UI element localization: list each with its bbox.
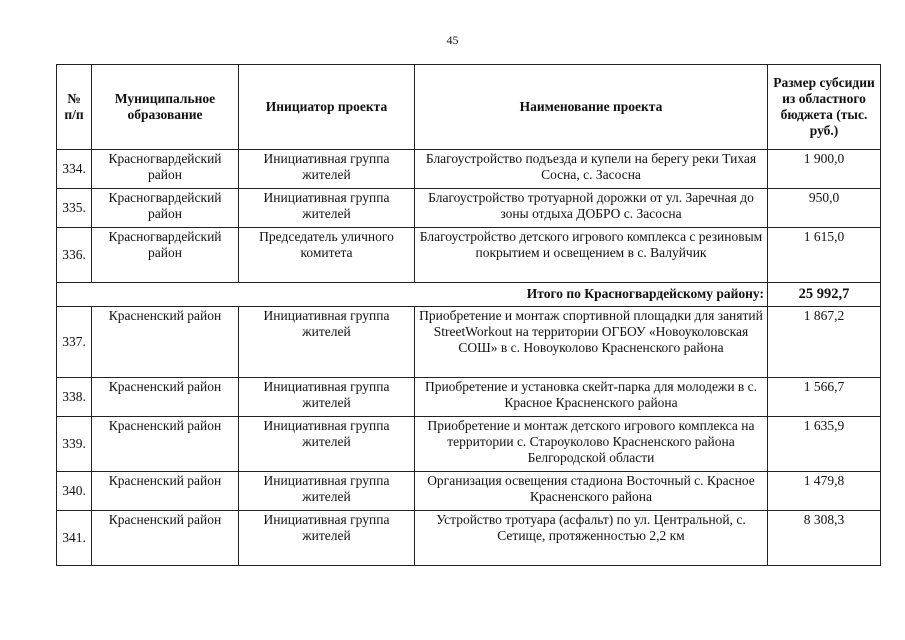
header-initiator: Инициатор проекта (239, 65, 415, 150)
row-num: 336. (57, 228, 92, 283)
row-num: 339. (57, 417, 92, 472)
row-municipality: Красногвардейский район (92, 189, 239, 228)
row-municipality: Красненский район (92, 472, 239, 511)
row-project: Приобретение и установка скейт-парка для молодежи в с. Красное Красненского района (415, 378, 768, 417)
row-project: Приобретение и монтаж детского игрового комплекса на территории с. Староуколово Красненского района Белгородской области (415, 417, 768, 472)
row-municipality: Красногвардейский район (92, 150, 239, 189)
table-row (57, 511, 881, 566)
row-num: 341. (57, 511, 92, 566)
row-subsidy: 1 566,7 (768, 378, 881, 417)
row-initiator: Инициативная группа жителей (239, 307, 415, 378)
table-row (57, 150, 881, 189)
row-municipality: Красненский район (92, 378, 239, 417)
total-label: Итого по Красногвардейскому району: (57, 283, 768, 307)
header-municipality: Муниципальное образование (92, 65, 239, 150)
row-project: Благоустройство детского игрового комплекса с резиновым покрытием и освещением в с. Валуйчик (415, 228, 768, 283)
row-project: Приобретение и монтаж спортивной площадки для занятий StreetWorkout на территории ОГБОУ «Новоуколовская СОШ» в с. Новоуколово Красненского района (415, 307, 768, 378)
table-row (57, 228, 881, 283)
total-row (57, 283, 881, 307)
row-project: Благоустройство тротуарной дорожки от ул. Заречная до зоны отдыха ДОБРО с. Засосна (415, 189, 768, 228)
row-municipality: Красногвардейский район (92, 228, 239, 283)
header-row (57, 65, 881, 150)
table-row (57, 189, 881, 228)
page-number: 45 (446, 33, 459, 47)
row-initiator: Инициативная группа жителей (239, 189, 415, 228)
row-initiator: Инициативная группа жителей (239, 150, 415, 189)
row-project: Устройство тротуара (асфальт) по ул. Центральной, с. Сетище, протяженностью 2,2 км (415, 511, 768, 566)
header-project: Наименование проекта (415, 65, 768, 150)
header-subsidy: Размер субсидии из областного бюджета (тыс. руб.) (768, 65, 881, 150)
row-project: Организация освещения стадиона Восточный с. Красное Красненского района (415, 472, 768, 511)
row-subsidy: 8 308,3 (768, 511, 881, 566)
header-num: № п/п (57, 65, 92, 150)
row-municipality: Красненский район (92, 417, 239, 472)
row-municipality: Красненский район (92, 307, 239, 378)
table-row (57, 417, 881, 472)
row-num: 338. (57, 378, 92, 417)
row-num: 335. (57, 189, 92, 228)
row-subsidy: 1 635,9 (768, 417, 881, 472)
row-subsidy: 950,0 (768, 189, 881, 228)
table-row (57, 472, 881, 511)
row-municipality: Красненский район (92, 511, 239, 566)
row-subsidy: 1 900,0 (768, 150, 881, 189)
table-row (57, 378, 881, 417)
table-row (57, 307, 881, 378)
row-initiator: Инициативная группа жителей (239, 511, 415, 566)
row-num: 337. (57, 307, 92, 378)
row-num: 334. (57, 150, 92, 189)
subsidy-table (56, 64, 881, 566)
row-initiator: Инициативная группа жителей (239, 378, 415, 417)
row-project: Благоустройство подъезда и купели на берегу реки Тихая Сосна, с. Засосна (415, 150, 768, 189)
row-subsidy: 1 867,2 (768, 307, 881, 378)
row-initiator: Председатель уличного комитета (239, 228, 415, 283)
total-value: 25 992,7 (768, 283, 881, 307)
row-num: 340. (57, 472, 92, 511)
row-subsidy: 1 479,8 (768, 472, 881, 511)
row-initiator: Инициативная группа жителей (239, 472, 415, 511)
row-initiator: Инициативная группа жителей (239, 417, 415, 472)
row-subsidy: 1 615,0 (768, 228, 881, 283)
